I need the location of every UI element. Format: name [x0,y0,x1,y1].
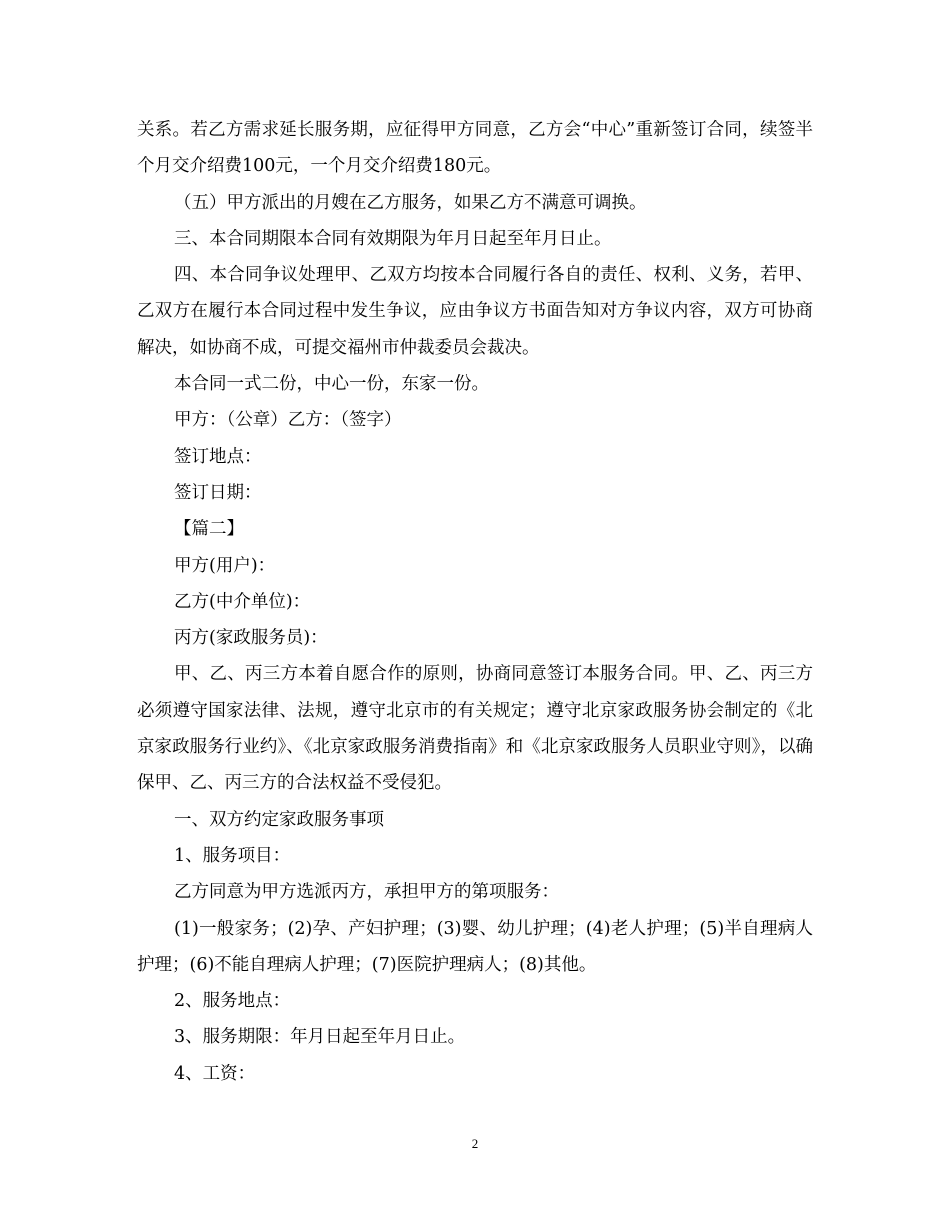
paragraph-party-c: 丙方(家政服务员)： [174,628,328,649]
paragraph-signing-place: 签订地点： [174,446,262,467]
paragraph-service-assignment: 乙方同意为甲方选派丙方，承担甲方的第项服务： [174,882,559,903]
paragraph-service-matters-heading: 一、双方约定家政服务事项 [174,809,384,830]
paragraph-agreement-intro: 甲、乙、丙三方本着自愿合作的原则，协商同意签订本服务合同。甲、乙、丙三方必须遵守国家法律、法规，遵守北京市的有关规定；遵守北京家政服务协会制定的《北京家政服务行业约》、《北京家政服务消费指南》和《北京家政服务人员职业守则》，以确保甲、乙、丙三方的合法权益不受侵犯。 [137,664,813,794]
paragraph-party-a: 甲方(用户)： [174,555,276,576]
paragraph-service-extension: 关系。若乙方需求延长服务期，应征得甲方同意，乙方会“中心”重新签订合同，续签半个月交介绍费100元，一个月交介绍费180元。 [137,120,813,177]
section-heading-part-two: 【篇二】 [174,519,244,540]
paragraph-contract-term: 三、本合同期限本合同有效期限为年月日起至年月日止。 [174,228,612,249]
paragraph-party-b: 乙方(中介单位)： [174,591,311,612]
paragraph-signatures: 甲方：（公章）乙方：（签字） [174,410,402,431]
paragraph-wages: 4、工资： [174,1063,256,1084]
paragraph-service-options: (1)一般家务；(2)孕、产妇护理；(3)婴、幼儿护理；(4)老人护理；(5)半自理病人护理；(6)不能自理病人护理；(7)医院护理病人；(8)其他。 [137,918,813,975]
page-number: 2 [471,1136,479,1151]
paragraph-service-items: 1、服务项目： [174,845,291,866]
paragraph-nanny-replacement: （五）甲方派出的月嫂在乙方服务，如果乙方不满意可调换。 [174,192,647,213]
paragraph-copies: 本合同一式二份，中心一份，东家一份。 [174,374,489,395]
document-body [137,112,813,1092]
paragraph-service-period: 3、服务期限：年月日起至年月日止。 [174,1027,466,1048]
paragraph-service-location: 2、服务地点： [174,991,291,1012]
paragraph-dispute-resolution: 四、本合同争议处理甲、乙双方均按本合同履行各自的责任、权利、义务，若甲、乙双方在履行本合同过程中发生争议，应由争议方书面告知对方争议内容，双方可协商解决，如协商不成，可提交福州市仲裁委员会裁决。 [137,265,813,358]
paragraph-signing-date: 签订日期： [174,482,262,503]
